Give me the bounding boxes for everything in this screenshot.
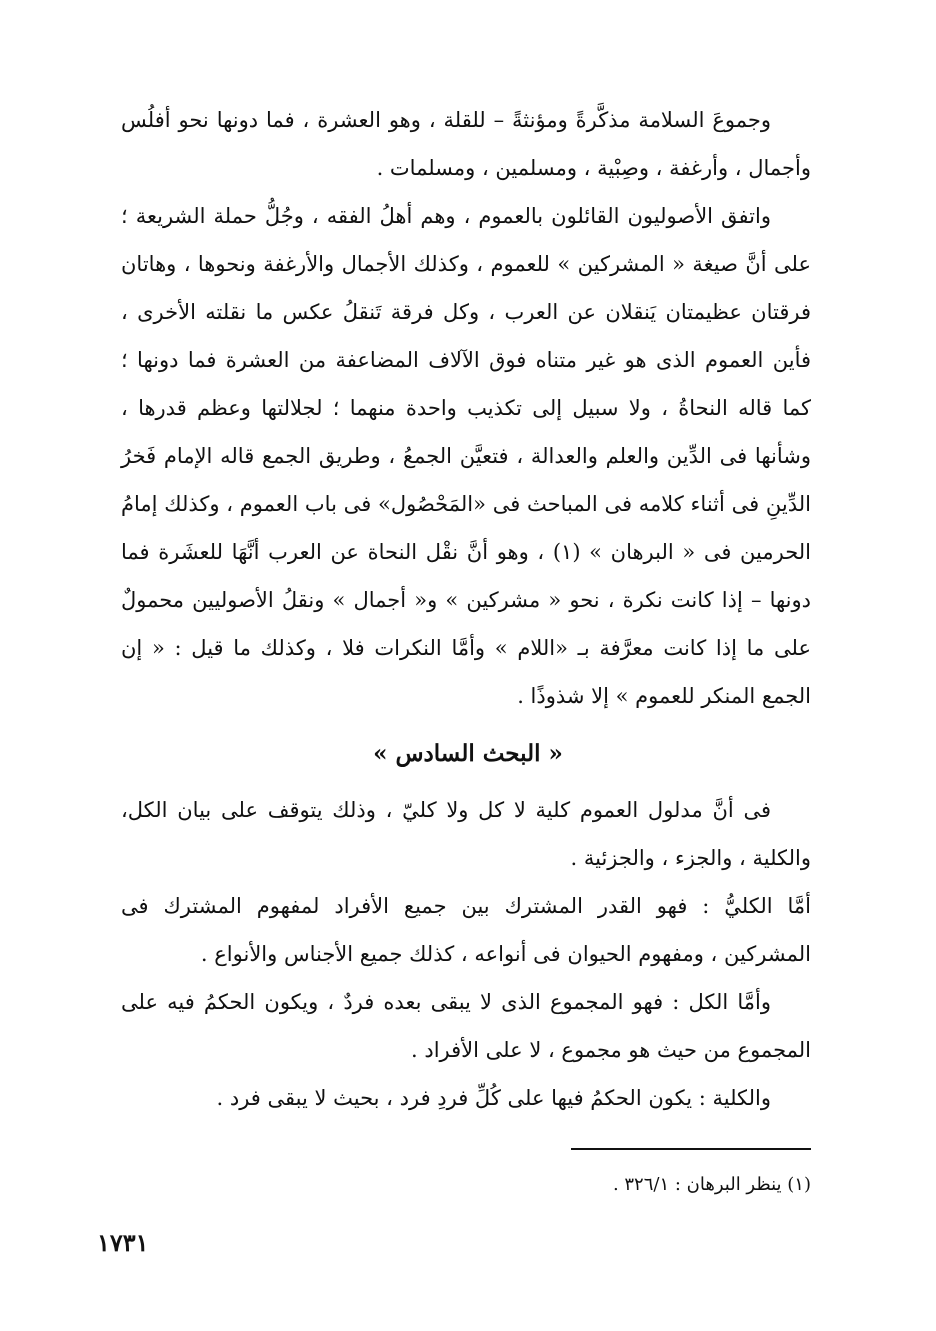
footnote-divider (571, 1148, 811, 1150)
paragraph-kulli-definition: أمَّا الكليُّ : فهو القدر المشترك بين جميع الأفراد لمفهوم المشترك فى المشركين ، ومفهوم الحيوان فى أنواعه ، كذلك جميع الأجناس والأنواع . (121, 894, 811, 966)
paragraph-kull-definition: وأمَّا الكل : فهو المجموع الذى لا يبقى بعده فردٌ ، ويكون الحكمُ فيه على المجموع من حيث هو مجموع ، لا على الأفراد . (121, 990, 811, 1062)
footnote: (١) ينظر البرهان : ٣٢٦/١ . (612, 1174, 811, 1195)
paragraph-section-intro: فى أنَّ مدلول العموم كلية لا كل ولا كليّ ، وذلك يتوقف على بيان الكل، والكلية ، والجزء ، والجزئية . (121, 798, 811, 870)
page-number: ١٧٣١ (97, 1228, 149, 1257)
paragraph-plural-forms: وجموعَ السلامة مذكَّرةً ومؤنثةً – للقلة ، وهو العشرة ، فما دونها نحو أفلُس وأجمال ، وأرغفة ، وصِبْية ، ومسلمين ، ومسلمات . (121, 108, 811, 180)
paragraph-usulis-agreement: واتفق الأصوليون القائلون بالعموم ، وهم أهلُ الفقه ، وجُلُّ حملة الشريعة ؛ على أنَّ صيغة « المشركين » للعموم ، وكذلك الأجمال والأرغفة ونحوها ، وهاتان فرقتان عظيمتان يَنقلان عن العرب ، وكل فرقة تَنقلُ عكس ما نقلته الأخرى ، فأين العموم الذى هو غير متناه فوق الآلاف المضاعفة من العشرة فما دونها ؛ كما قاله النحاةُ ، ولا سبيل إلى تكذيب واحدة منهما ؛ لجلالتها وعظم قدرها ، وشأنها فى الدِّين والعلم والعدالة ، فتعيَّن الجمعُ ، وطريق الجمع قاله الإمام فَخرُ الدِّينِ فى أثناء كلامه فى المباحث فى «المَحْصُول» فى باب العموم ، وكذلك إمامُ الحرمين فى « البرهان » (١) ، وهو أنَّ نقْل النحاة عن العرب أنَّهَا للعشَرة فما دونها – إذا كانت نكرة ، نحو « مشركين » و« أجمال » ونقلُ الأصوليين محمولٌ على ما إذا كانت معرَّفة بـ «اللام » وأمَّا النكرات فلا ، وكذلك ما قيل : « إن الجمع المنكر للعموم » إلا شذوذًا . (121, 204, 811, 708)
section-title: « البحث السادس » (373, 740, 563, 767)
paragraph-kulliya-definition: والكلية : يكون الحكمُ فيها على كُلِّ فردِ فرد ، بحيث لا يبقى فرد . (216, 1086, 771, 1110)
